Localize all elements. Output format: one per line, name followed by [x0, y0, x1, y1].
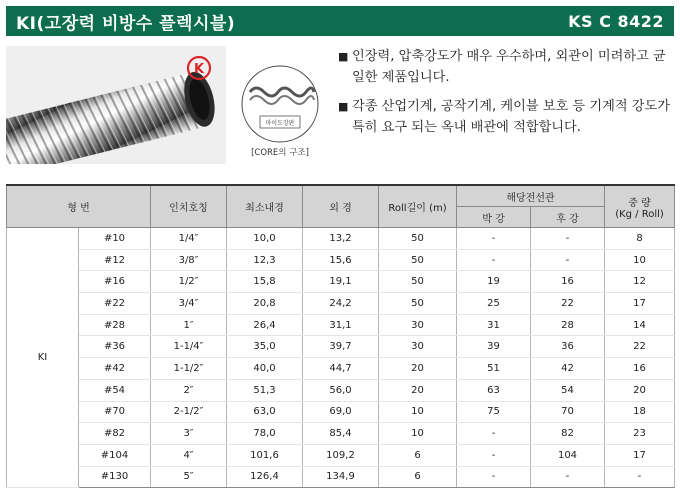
header-conduit: 해당전선관: [457, 185, 605, 207]
type-kind-cell: KI: [7, 228, 79, 488]
cell-thin: 19: [457, 271, 531, 293]
cell-roll: 50: [379, 271, 457, 293]
spec-table: [6, 184, 675, 488]
cell-no: #28: [79, 314, 151, 336]
table-row: [7, 379, 675, 401]
cell-no: #10: [79, 228, 151, 250]
feature-item: [338, 96, 676, 138]
header-thin: 박 강: [457, 207, 531, 228]
cell-min-id: 12,3: [227, 249, 303, 271]
cell-od: 19,1: [303, 271, 379, 293]
diagram-caption: [CORE의 구조]: [251, 148, 309, 158]
cell-thick: 16: [531, 271, 605, 293]
section-title: KI(고장력 비방수 플렉시블): [16, 13, 236, 34]
header-thick: 후 강: [531, 207, 605, 228]
cell-od: 24,2: [303, 293, 379, 315]
cell-thin: 75: [457, 401, 531, 423]
diagram-label: 마이도강판: [265, 120, 295, 127]
svg-text:K: K: [193, 62, 205, 77]
cell-roll: 50: [379, 293, 457, 315]
cell-thin: -: [457, 228, 531, 250]
cell-inch: 1/4″: [151, 228, 227, 250]
cell-inch: 2″: [151, 379, 227, 401]
cell-weight: 20: [605, 379, 675, 401]
cell-no: #130: [79, 466, 151, 488]
feature-text: 인장력, 압축강도가 매우 우수하며, 외관이 미려하고 균일한 제품입니다.: [352, 49, 666, 85]
cell-weight: 22: [605, 336, 675, 358]
cell-thin: 39: [457, 336, 531, 358]
spec-table-body: [7, 228, 675, 488]
cell-no: #16: [79, 271, 151, 293]
cell-weight: 17: [605, 444, 675, 466]
header-weight: [605, 185, 675, 228]
cell-min-id: 35,0: [227, 336, 303, 358]
cell-od: 13,2: [303, 228, 379, 250]
cell-od: 15,6: [303, 249, 379, 271]
cell-roll: 6: [379, 466, 457, 488]
cell-inch: 1″: [151, 314, 227, 336]
cell-inch: 3/4″: [151, 293, 227, 315]
cell-weight: 8: [605, 228, 675, 250]
cell-thick: -: [531, 228, 605, 250]
cell-thin: -: [457, 249, 531, 271]
table-row: [7, 271, 675, 293]
cell-roll: 50: [379, 228, 457, 250]
cell-weight: 23: [605, 423, 675, 445]
cell-thin: 63: [457, 379, 531, 401]
cell-min-id: 40,0: [227, 358, 303, 380]
cell-od: 44,7: [303, 358, 379, 380]
cell-roll: 30: [379, 314, 457, 336]
cell-roll: 6: [379, 444, 457, 466]
table-row: [7, 466, 675, 488]
cell-thick: 104: [531, 444, 605, 466]
cell-thick: 42: [531, 358, 605, 380]
cell-thin: 25: [457, 293, 531, 315]
cell-no: #70: [79, 401, 151, 423]
cell-inch: 5″: [151, 466, 227, 488]
cell-min-id: 26,4: [227, 314, 303, 336]
cell-no: #42: [79, 358, 151, 380]
header-roll: Roll길이 (m): [379, 185, 457, 228]
cell-roll: 20: [379, 358, 457, 380]
feature-text: 각종 산업기계, 공작기계, 케이블 보호 등 기계적 강도가 특히 요구 되는 옥내 배관에 적합합니다.: [352, 99, 670, 135]
feature-list: [338, 46, 676, 146]
cell-no: #22: [79, 293, 151, 315]
cell-od: 56,0: [303, 379, 379, 401]
header-weight-line2: (Kg / Roll): [615, 208, 664, 220]
header-weight-line1: 중 량: [628, 197, 651, 209]
cell-thin: -: [457, 466, 531, 488]
table-row: [7, 228, 675, 250]
cell-roll: 10: [379, 423, 457, 445]
cell-min-id: 15,8: [227, 271, 303, 293]
cell-thin: 51: [457, 358, 531, 380]
cell-od: 31,1: [303, 314, 379, 336]
cell-inch: 3/8″: [151, 249, 227, 271]
cell-thin: -: [457, 423, 531, 445]
cell-inch: 1-1/2″: [151, 358, 227, 380]
cell-od: 69,0: [303, 401, 379, 423]
table-row: [7, 401, 675, 423]
cell-no: #12: [79, 249, 151, 271]
square-bullet-icon: ■: [338, 50, 349, 63]
cell-thin: 31: [457, 314, 531, 336]
flexible-conduit-image: [6, 46, 226, 164]
cell-weight: 17: [605, 293, 675, 315]
table-row: [7, 358, 675, 380]
cell-min-id: 51,3: [227, 379, 303, 401]
header-inch: 인치호칭: [151, 185, 227, 228]
cell-roll: 50: [379, 249, 457, 271]
cell-thick: 36: [531, 336, 605, 358]
table-row: [7, 336, 675, 358]
table-row: [7, 444, 675, 466]
cell-weight: 16: [605, 358, 675, 380]
ks-logo-icon: [188, 57, 210, 79]
cell-thick: 82: [531, 423, 605, 445]
cell-min-id: 78,0: [227, 423, 303, 445]
table-row: [7, 249, 675, 271]
table-row: [7, 314, 675, 336]
cell-weight: 18: [605, 401, 675, 423]
product-photo: [6, 46, 226, 164]
cell-od: 39,7: [303, 336, 379, 358]
cell-thick: 22: [531, 293, 605, 315]
cell-od: 134,9: [303, 466, 379, 488]
cell-thick: -: [531, 466, 605, 488]
cell-roll: 30: [379, 336, 457, 358]
cell-no: #104: [79, 444, 151, 466]
cell-no: #82: [79, 423, 151, 445]
cell-no: #36: [79, 336, 151, 358]
cell-weight: -: [605, 466, 675, 488]
square-bullet-icon: ■: [338, 100, 349, 113]
cell-inch: 1/2″: [151, 271, 227, 293]
cell-weight: 14: [605, 314, 675, 336]
header-type: 형 번: [7, 185, 151, 228]
table-row: [7, 293, 675, 315]
cell-inch: 4″: [151, 444, 227, 466]
cell-min-id: 126,4: [227, 466, 303, 488]
cell-thick: -: [531, 249, 605, 271]
cell-min-id: 63,0: [227, 401, 303, 423]
cell-od: 109,2: [303, 444, 379, 466]
cell-thin: -: [457, 444, 531, 466]
cell-min-id: 101,6: [227, 444, 303, 466]
table-row: [7, 423, 675, 445]
section-header: [6, 6, 674, 36]
cell-thick: 28: [531, 314, 605, 336]
header-min-id: 최소내경: [227, 185, 303, 228]
cell-min-id: 20,8: [227, 293, 303, 315]
header-od: 외 경: [303, 185, 379, 228]
cell-inch: 2-1/2″: [151, 401, 227, 423]
feature-item: [338, 46, 676, 88]
cell-inch: 1-1/4″: [151, 336, 227, 358]
standard-code: KS C 8422: [568, 11, 664, 31]
cell-weight: 10: [605, 249, 675, 271]
cell-thick: 54: [531, 379, 605, 401]
cell-thick: 70: [531, 401, 605, 423]
cell-roll: 10: [379, 401, 457, 423]
cell-roll: 20: [379, 379, 457, 401]
cell-inch: 3″: [151, 423, 227, 445]
cell-no: #54: [79, 379, 151, 401]
cell-od: 85,4: [303, 423, 379, 445]
cell-min-id: 10,0: [227, 228, 303, 250]
cell-weight: 12: [605, 271, 675, 293]
